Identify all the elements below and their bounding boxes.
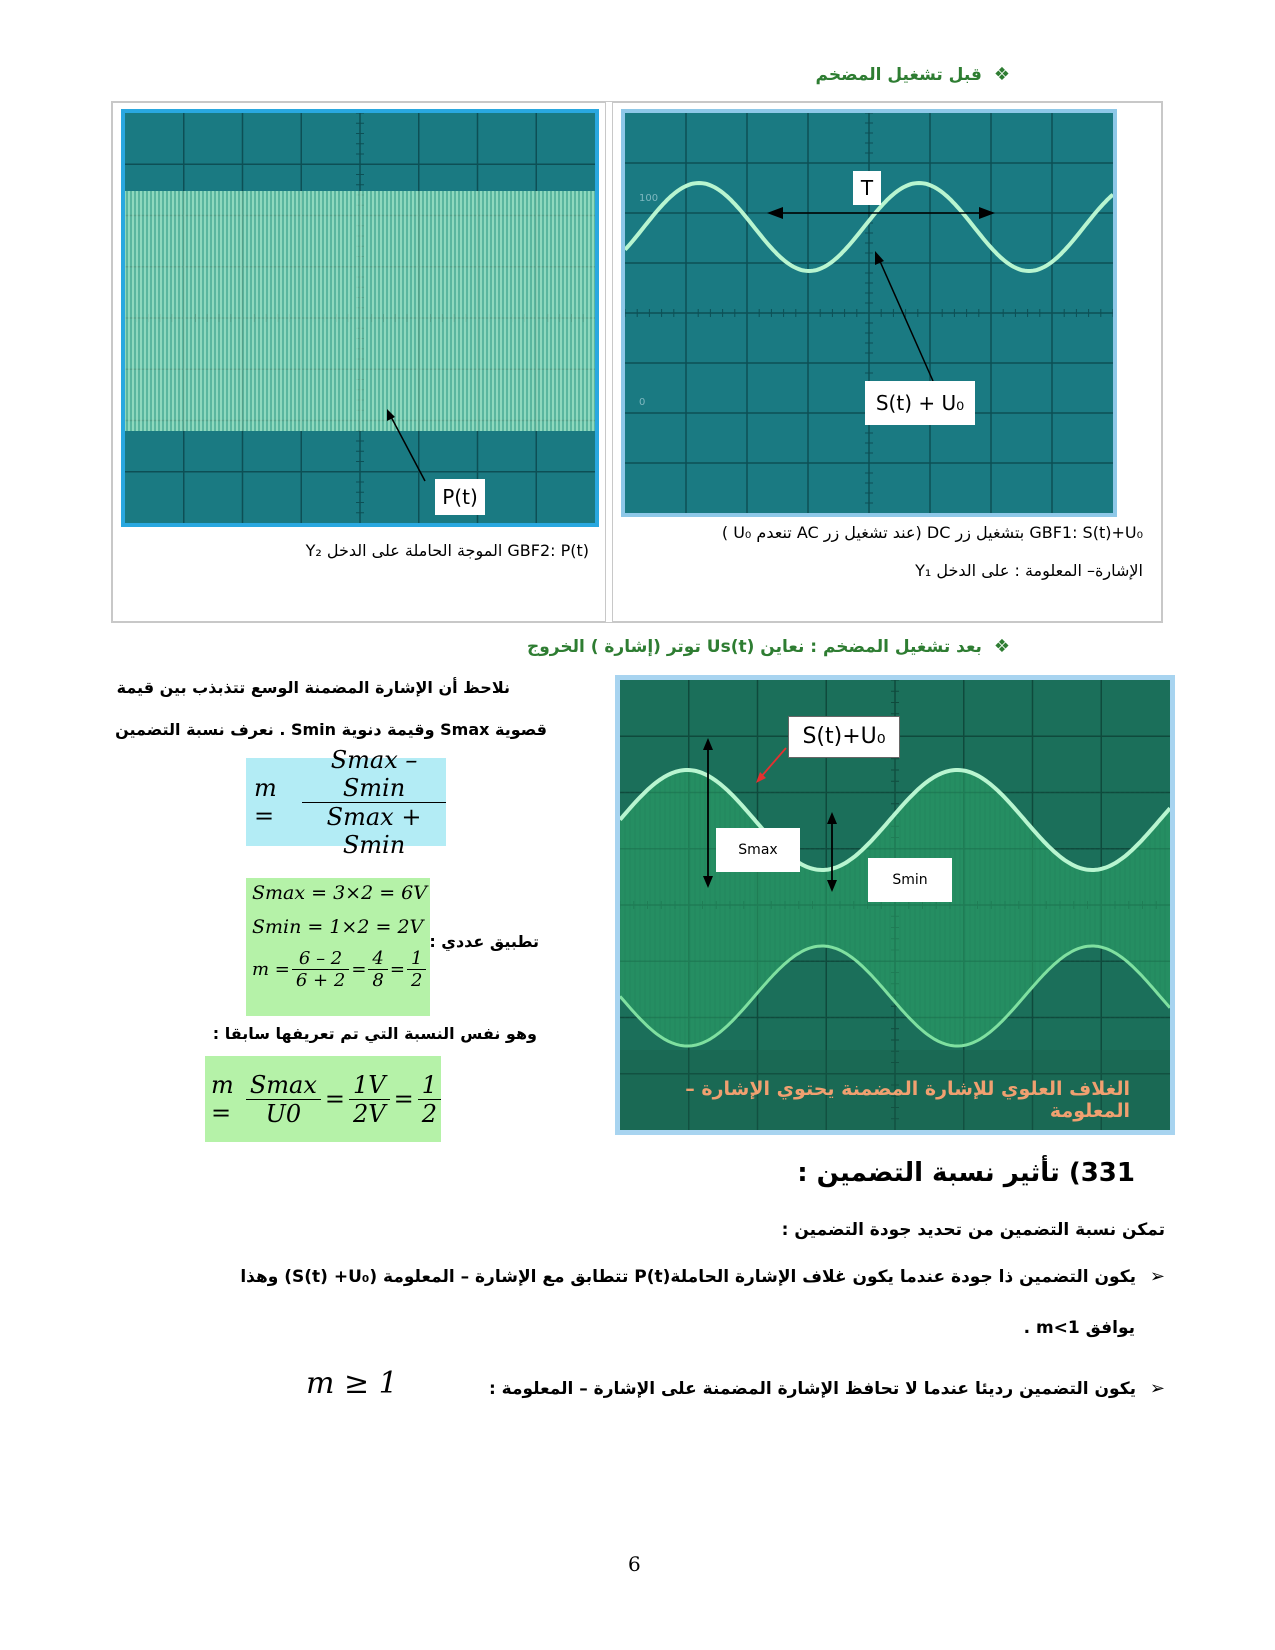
figure-cell-left <box>112 102 606 622</box>
section-331-title: 331) تأثير نسبة التضمين : <box>797 1158 1135 1188</box>
bullet1-line2: يوافق m<1 . <box>1023 1318 1135 1338</box>
alt-f2-den: 2V <box>353 1099 386 1128</box>
period-arrow-head-left <box>767 207 783 219</box>
section-after-title: بعد تشغيل المضخم : نعاين Us(t) توتر (إشارة ) الخروج <box>526 637 982 657</box>
diamond-bullet-icon: ❖ <box>993 64 1010 85</box>
numeric-f2-num: 4 <box>368 948 387 970</box>
tick-top-label: 100 <box>639 193 659 204</box>
signal-caption-line1: GBF1: S(t)+U₀ بتشغيل زر DC (عند تشغيل زر AC تنعدم U₀ ) <box>721 523 1143 542</box>
alt-f3-den: 2 <box>421 1099 437 1128</box>
numeric-fraction-2 <box>368 948 387 991</box>
carrier-caption: GBF2: P(t) الموجة الحاملة على الدخل Y₂ <box>305 541 589 560</box>
modulation-index-alt-formula <box>205 1056 441 1142</box>
alt-f3-num: 1 <box>418 1071 441 1100</box>
alt-f1-den: U0 <box>265 1099 302 1128</box>
smin-label: Smin <box>868 858 952 902</box>
signal-oscilloscope <box>621 109 1117 517</box>
numeric-application-box <box>246 878 430 1016</box>
formula-lhs: m = <box>254 774 277 830</box>
explanation-line1: نلاحظ أن الإشارة المضمنة الوسع تتذبذب بين قيمة <box>116 678 510 697</box>
smax-label: Smax <box>716 828 800 872</box>
numeric-f2-den: 8 <box>372 970 384 991</box>
explanation-line2: قصوية Smax وقيمة دنوية Smin . نعرف نسبة التضمين <box>115 720 547 739</box>
formula-numerator: Smax – Smin <box>302 746 446 803</box>
formula-fraction <box>302 746 446 859</box>
formula-denominator: Smax + Smin <box>326 802 422 859</box>
alt-f2-num: 1V <box>349 1071 390 1100</box>
figure-table <box>111 101 1163 623</box>
poor-modulation-formula: m ≥ 1 <box>306 1366 398 1401</box>
equals-sign: = <box>389 959 405 980</box>
carrier-label: P(t) <box>435 479 485 515</box>
section-after-heading <box>527 636 1010 657</box>
numeric-fraction-3 <box>407 948 426 991</box>
section-331-intro: تمكن نسبة التضمين من تحديد جودة التضمين : <box>781 1220 1165 1240</box>
alt-fraction-3 <box>418 1071 441 1128</box>
alt-formula-lhs: m = <box>211 1071 234 1127</box>
alt-f1-num: Smax <box>246 1071 321 1100</box>
equals-sign: = <box>351 959 367 980</box>
tick-bottom-label: 0 <box>639 397 646 408</box>
section-before-heading <box>816 64 1010 85</box>
carrier-scope-svg <box>125 113 595 523</box>
figure-cell-right <box>612 102 1162 622</box>
modulated-signal-label: S(t)+U₀ <box>788 716 900 758</box>
numeric-application-label: تطبيق عددي : <box>429 932 539 951</box>
diamond-bullet-icon: ❖ <box>993 636 1010 657</box>
page-number: 6 <box>628 1552 641 1576</box>
arrow-bullet-icon: ➢ <box>1149 1378 1165 1399</box>
equals-sign: = <box>324 1085 345 1113</box>
signal-red-pointer <box>760 748 786 778</box>
numeric-m-lhs: m = <box>252 959 290 980</box>
numeric-m-line <box>252 948 426 991</box>
section-before-title: قبل تشغيل المضخم <box>815 65 982 85</box>
modulated-oscilloscope <box>615 675 1175 1135</box>
equals-sign: = <box>393 1085 414 1113</box>
modulated-caption: الغلاف العلوي للإشارة المضمنة يحتوي الإشارة – المعلومة <box>685 1078 1130 1122</box>
signal-label: S(t) + U₀ <box>865 381 975 425</box>
period-label: T <box>853 171 881 205</box>
bullet-poor-modulation <box>489 1378 1165 1399</box>
bullet1-text: يكون التضمين ذا جودة عندما يكون غلاف الإشارة الحاملةP(t) تتطابق مع الإشارة – المعلومة (S(t) +U₀) وهذا <box>240 1267 1136 1287</box>
numeric-smax: Smax = 3×2 = 6V <box>252 882 427 904</box>
bullet-good-modulation <box>125 1266 1165 1287</box>
same-ratio-line: وهو نفس النسبة التي تم تعريفها سابقا : <box>212 1024 537 1043</box>
alt-fraction-1 <box>246 1071 321 1128</box>
numeric-fraction-1 <box>292 948 349 991</box>
numeric-f1-num: 6 – 2 <box>292 948 349 970</box>
alt-fraction-2 <box>349 1071 390 1128</box>
numeric-f1-den: 6 + 2 <box>295 970 346 991</box>
bullet2-text: يكون التضمين رديئا عندما لا تحافظ الإشارة المضمنة على الإشارة – المعلومة : <box>488 1379 1136 1399</box>
carrier-oscilloscope <box>121 109 599 527</box>
numeric-f3-den: 2 <box>410 970 423 991</box>
modulation-index-formula <box>246 745 446 859</box>
numeric-smin: Smin = 1×2 = 2V <box>252 916 424 938</box>
numeric-f3-num: 1 <box>407 948 426 970</box>
arrow-bullet-icon: ➢ <box>1149 1266 1165 1287</box>
signal-caption-line2: الإشارة– المعلومة : على الدخل Y₁ <box>915 561 1143 580</box>
period-arrow-head-right <box>979 207 995 219</box>
